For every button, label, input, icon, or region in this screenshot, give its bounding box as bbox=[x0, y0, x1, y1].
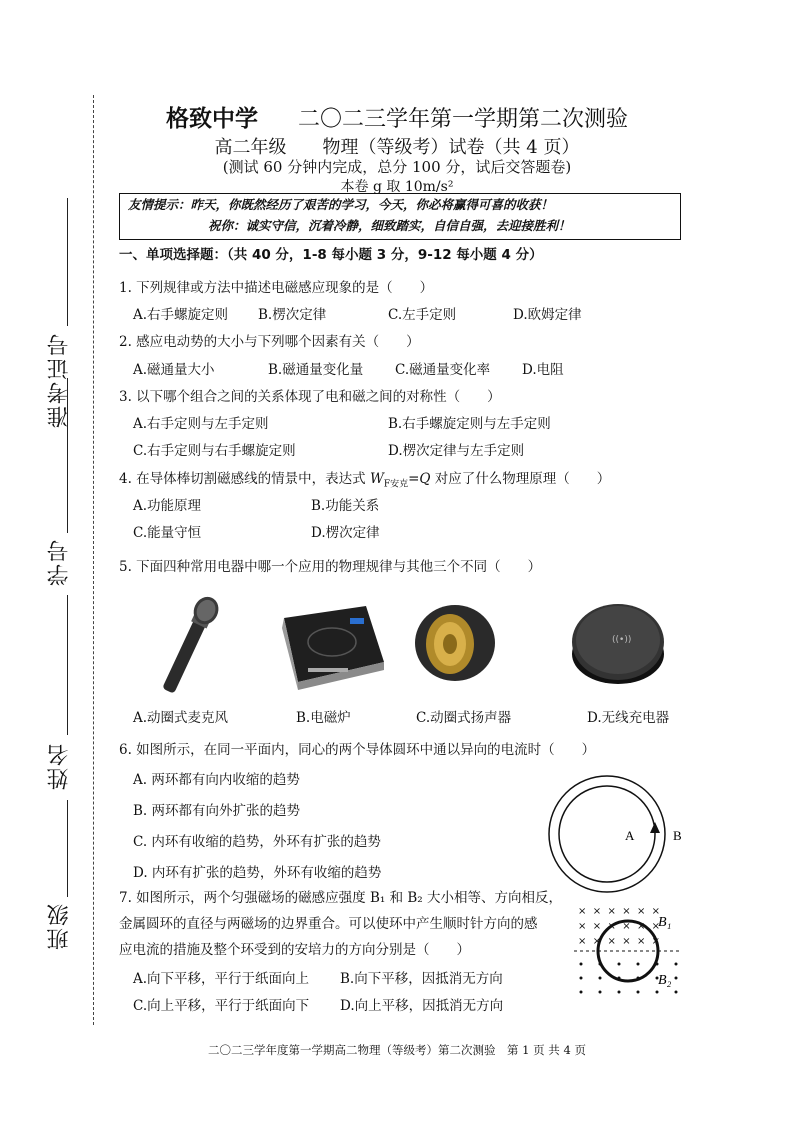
binding-dashed-line bbox=[93, 95, 94, 1025]
exam-id-blank bbox=[67, 198, 68, 326]
tips-box bbox=[119, 193, 681, 240]
q6-stem: 6. 如图所示，在同一平面内，同心的两个导体圆环中通以异向的电流时（ ） bbox=[119, 742, 596, 758]
q4-stem-post: 对应了什么物理原理（ ） bbox=[430, 471, 611, 487]
q6-option-d[interactable]: D. 内环有扩张的趋势，外环有收缩的趋势 bbox=[133, 865, 382, 881]
q4-eq: = bbox=[408, 471, 420, 487]
speaker-image bbox=[410, 598, 500, 688]
q3-option-a[interactable]: A.右手定则与左手定则 bbox=[133, 416, 269, 432]
q2-option-c[interactable]: C.磁通量变化率 bbox=[395, 362, 491, 378]
q3-stem: 3. 以下哪个组合之间的关系体现了电和磁之间的对称性（ ） bbox=[119, 389, 501, 405]
name-label: 姓名 bbox=[47, 742, 72, 790]
svg-text:((•)): ((•)) bbox=[612, 635, 632, 645]
q7-line-3: 应电流的措施及整个环受到的安培力的方向分别是（ ） bbox=[119, 942, 470, 958]
name-blank bbox=[67, 595, 68, 735]
q4-sub: F安克 bbox=[383, 479, 409, 490]
exam-subtitle: 高二年级 物理（等级考）试卷（共 4 页） bbox=[214, 137, 580, 158]
induction-cooker-image bbox=[268, 598, 386, 690]
q1-option-a[interactable]: A.右手螺旋定则 bbox=[133, 307, 229, 323]
ring-label-b: B bbox=[673, 828, 682, 843]
q2-stem: 2. 感应电动势的大小与下列哪个因素有关（ ） bbox=[119, 334, 420, 350]
q5-option-b[interactable]: B.电磁炉 bbox=[296, 710, 351, 726]
ring-label-a: A bbox=[625, 828, 635, 843]
q4-stem-pre: 4. 在导体棒切割磁感线的情景中，表达式 bbox=[119, 471, 370, 487]
wireless-charger-image bbox=[568, 596, 668, 690]
outer-ring bbox=[549, 776, 665, 892]
tips-line-1: 友情提示：昨天，你既然经历了艰苦的学习，今天，你必将赢得可喜的收获！ bbox=[128, 197, 554, 212]
svg-text:× × × × × ×: × × × × × × bbox=[578, 921, 661, 932]
svg-text:× × × × × ×: × × × × × × bbox=[578, 906, 661, 917]
microphone-image bbox=[150, 590, 230, 700]
q4-q: Q bbox=[419, 471, 431, 487]
q4-option-d[interactable]: D.楞次定律 bbox=[311, 525, 380, 541]
exam-note: (测试 60 分钟内完成，总分 100 分，试后交答题卷) bbox=[222, 158, 572, 176]
q7-line-2: 金属圆环的直径与两磁场的边界重合。可以使环中产生顺时针方向的感 bbox=[119, 916, 538, 932]
q3-option-d[interactable]: D.楞次定律与左手定则 bbox=[388, 443, 525, 459]
q7-option-c[interactable]: C.向上平移，平行于纸面向下 bbox=[133, 998, 310, 1014]
q1-stem: 1. 下列规律或方法中描述电磁感应现象的是（ ） bbox=[119, 280, 434, 296]
section-heading: 一、单项选择题：（共 40 分，1-8 每小题 3 分，9-12 每小题 4 分） bbox=[119, 247, 543, 263]
b1-label: B₁ bbox=[658, 915, 672, 930]
q7-option-d[interactable]: D.向上平移，因抵消无方向 bbox=[340, 998, 504, 1014]
q4-option-a[interactable]: A.功能原理 bbox=[133, 498, 202, 514]
q5-stem: 5. 下面四种常用电器中哪一个应用的物理规律与其他三个不同（ ） bbox=[119, 559, 542, 575]
gravity-note: 本卷 g 取 10m/s² bbox=[340, 179, 454, 195]
q7-option-a[interactable]: A.向下平移，平行于纸面向上 bbox=[133, 971, 310, 987]
tips-line-2: 祝你：诚实守信，沉着冷静，细致踏实，自信自强，去迎接胜利！ bbox=[208, 218, 571, 233]
q6-option-a[interactable]: A. 两环都有向内收缩的趋势 bbox=[133, 772, 300, 788]
q6-option-b[interactable]: B. 两环都有向外扩张的趋势 bbox=[133, 803, 301, 819]
student-no-blank bbox=[67, 378, 68, 533]
page-footer: 二〇二三学年度第一学期高二物理（等级考）第二次测验 第 1 页 共 4 页 bbox=[208, 1043, 586, 1057]
q2-option-a[interactable]: A.磁通量大小 bbox=[133, 362, 215, 378]
q6-option-c[interactable]: C. 内环有收缩的趋势，外环有扩张的趋势 bbox=[133, 834, 381, 850]
school-name: 格致中学 bbox=[165, 106, 258, 132]
q4-stem bbox=[119, 467, 610, 490]
exam-id-label: 准考证号 bbox=[47, 332, 72, 428]
exam-title bbox=[0, 100, 794, 133]
q5-option-d[interactable]: D.无线充电器 bbox=[587, 710, 670, 726]
student-no-label: 学号 bbox=[47, 538, 72, 586]
concentric-rings-figure bbox=[545, 770, 695, 900]
class-blank bbox=[67, 800, 68, 897]
q5-option-c[interactable]: C.动圈式扬声器 bbox=[416, 710, 512, 726]
q1-option-c[interactable]: C.左手定则 bbox=[388, 307, 457, 323]
q1-option-d[interactable]: D.欧姆定律 bbox=[513, 307, 582, 323]
class-label: 班级 bbox=[47, 902, 72, 950]
q2-option-b[interactable]: B.磁通量变化量 bbox=[268, 362, 364, 378]
q2-option-d[interactable]: D.电阻 bbox=[522, 362, 564, 378]
q4-w: W bbox=[369, 471, 384, 487]
q3-option-b[interactable]: B.右手螺旋定则与左手定则 bbox=[388, 416, 551, 432]
current-arrow-icon bbox=[650, 822, 660, 833]
b2-label: B₂ bbox=[658, 973, 672, 988]
q4-option-c[interactable]: C.能量守恒 bbox=[133, 525, 202, 541]
magnetic-field-figure bbox=[572, 904, 686, 1000]
exam-name: 二〇二三学年第一学期第二次测验 bbox=[297, 107, 628, 132]
q1-option-b[interactable]: B.楞次定律 bbox=[258, 307, 327, 323]
q7-line-1: 7. 如图所示，两个匀强磁场的磁感应强度 B₁ 和 B₂ 大小相等、方向相反， bbox=[119, 890, 563, 906]
svg-text:× × × × × ×: × × × × × × bbox=[578, 936, 661, 947]
q3-option-c[interactable]: C.右手定则与右手螺旋定则 bbox=[133, 443, 296, 459]
q7-option-b[interactable]: B.向下平移，因抵消无方向 bbox=[340, 971, 503, 987]
inner-ring bbox=[559, 786, 655, 882]
q4-option-b[interactable]: B.功能关系 bbox=[311, 498, 380, 514]
q5-option-a[interactable]: A.动圈式麦克风 bbox=[133, 710, 229, 726]
